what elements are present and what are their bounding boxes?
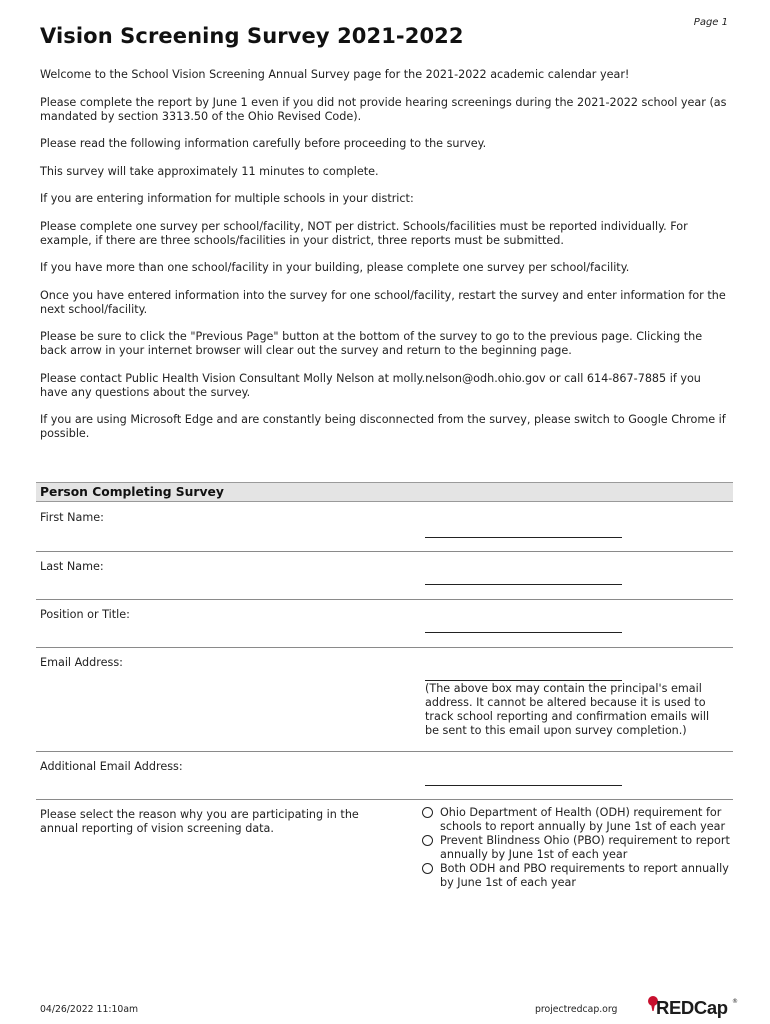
footer-timestamp: 04/26/2022 11:10am (40, 1004, 139, 1015)
reason-option-odh[interactable] (422, 806, 732, 834)
field-row-reason (36, 800, 733, 900)
footer-site: projectredcap.org (535, 1004, 618, 1015)
first-name-field[interactable] (425, 537, 622, 538)
reason-label: Please select the reason why you are participating in the annual reporting of vision screening data. (40, 808, 359, 835)
page-title: Vision Screening Survey 2021-2022 (40, 24, 464, 48)
field-row-last-name (36, 552, 733, 600)
intro-paragraph: This survey will take approximately 11 minutes to complete. (40, 164, 379, 178)
intro-paragraph: Please read the following information carefully before proceeding to the survey. (40, 137, 487, 150)
section-header (36, 482, 733, 502)
field-row-position (36, 600, 733, 648)
email-label: Email Address: (40, 656, 123, 669)
email-note: (The above box may contain the principal's email address. It cannot be altered because it is used to track school reporting and confirmation emails will be sent to this email upon survey completion.) (425, 682, 710, 737)
first-name-label: First Name: (40, 511, 104, 524)
intro-paragraph: Once you have entered information into the survey for one school/facility, restart the survey and enter information for the next school/facility. (40, 288, 726, 316)
radio-button[interactable] (422, 835, 433, 846)
additional-email-label: Additional Email Address: (40, 760, 183, 773)
intro-paragraph: Please be sure to click the "Previous Page" button at the bottom of the survey to go to the previous page. Clicking the back arrow in your internet browser will clear out the survey and return to the beginning page. (40, 330, 703, 357)
reason-option-both[interactable] (422, 862, 732, 890)
field-row-additional-email (36, 752, 733, 800)
option-label: Prevent Blindness Ohio (PBO) requirement to report annually by June 1st of each year (440, 834, 730, 861)
option-label: Both ODH and PBO requirements to report annually by June 1st of each year (440, 862, 729, 889)
field-row-first-name (36, 503, 733, 552)
intro-text (40, 68, 730, 455)
last-name-field[interactable] (425, 584, 622, 585)
radio-button[interactable] (422, 863, 433, 874)
registered-mark: ® (732, 998, 738, 1005)
position-label: Position or Title: (40, 608, 130, 621)
section-title: Person Completing Survey (40, 485, 224, 499)
option-label: Ohio Department of Health (ODH) requirement for schools to report annually by June 1st of each year (440, 806, 726, 833)
reason-option-pbo[interactable] (422, 834, 732, 862)
intro-paragraph: Please complete the report by June 1 even if you did not provide hearing screenings during the 2021-2022 school year (as mandated by section 3313.50 of the Ohio Revised Code). (40, 95, 727, 123)
intro-paragraph: If you are entering information for multiple schools in your district: (40, 192, 414, 205)
page-number: Page 1 (693, 17, 728, 28)
intro-paragraph: Please complete one survey per school/facility, NOT per district. Schools/facilities must be reported individually. For example, if there are three schools/facilities in your district, three reports must be submitted. (40, 219, 688, 247)
email-field[interactable] (425, 680, 622, 681)
intro-paragraph: Welcome to the School Vision Screening Annual Survey page for the 2021-2022 academic calendar year! (40, 68, 630, 81)
intro-paragraph: If you are using Microsoft Edge and are constantly being disconnected from the survey, please switch to Google Chrome if possible. (40, 413, 726, 440)
intro-paragraph: Please contact Public Health Vision Consultant Molly Nelson at molly.nelson@odh.ohio.gov or call 614-867-7885 if you have any questions about the survey. (40, 371, 701, 399)
position-field[interactable] (425, 632, 622, 633)
radio-button[interactable] (422, 807, 433, 818)
last-name-label: Last Name: (40, 560, 104, 573)
field-row-email (36, 648, 733, 752)
intro-paragraph: If you have more than one school/facility in your building, please complete one survey per school/facility. (40, 261, 630, 274)
logo-text: REDCap (656, 997, 728, 1018)
reason-options (422, 806, 732, 890)
additional-email-field[interactable] (425, 785, 622, 786)
